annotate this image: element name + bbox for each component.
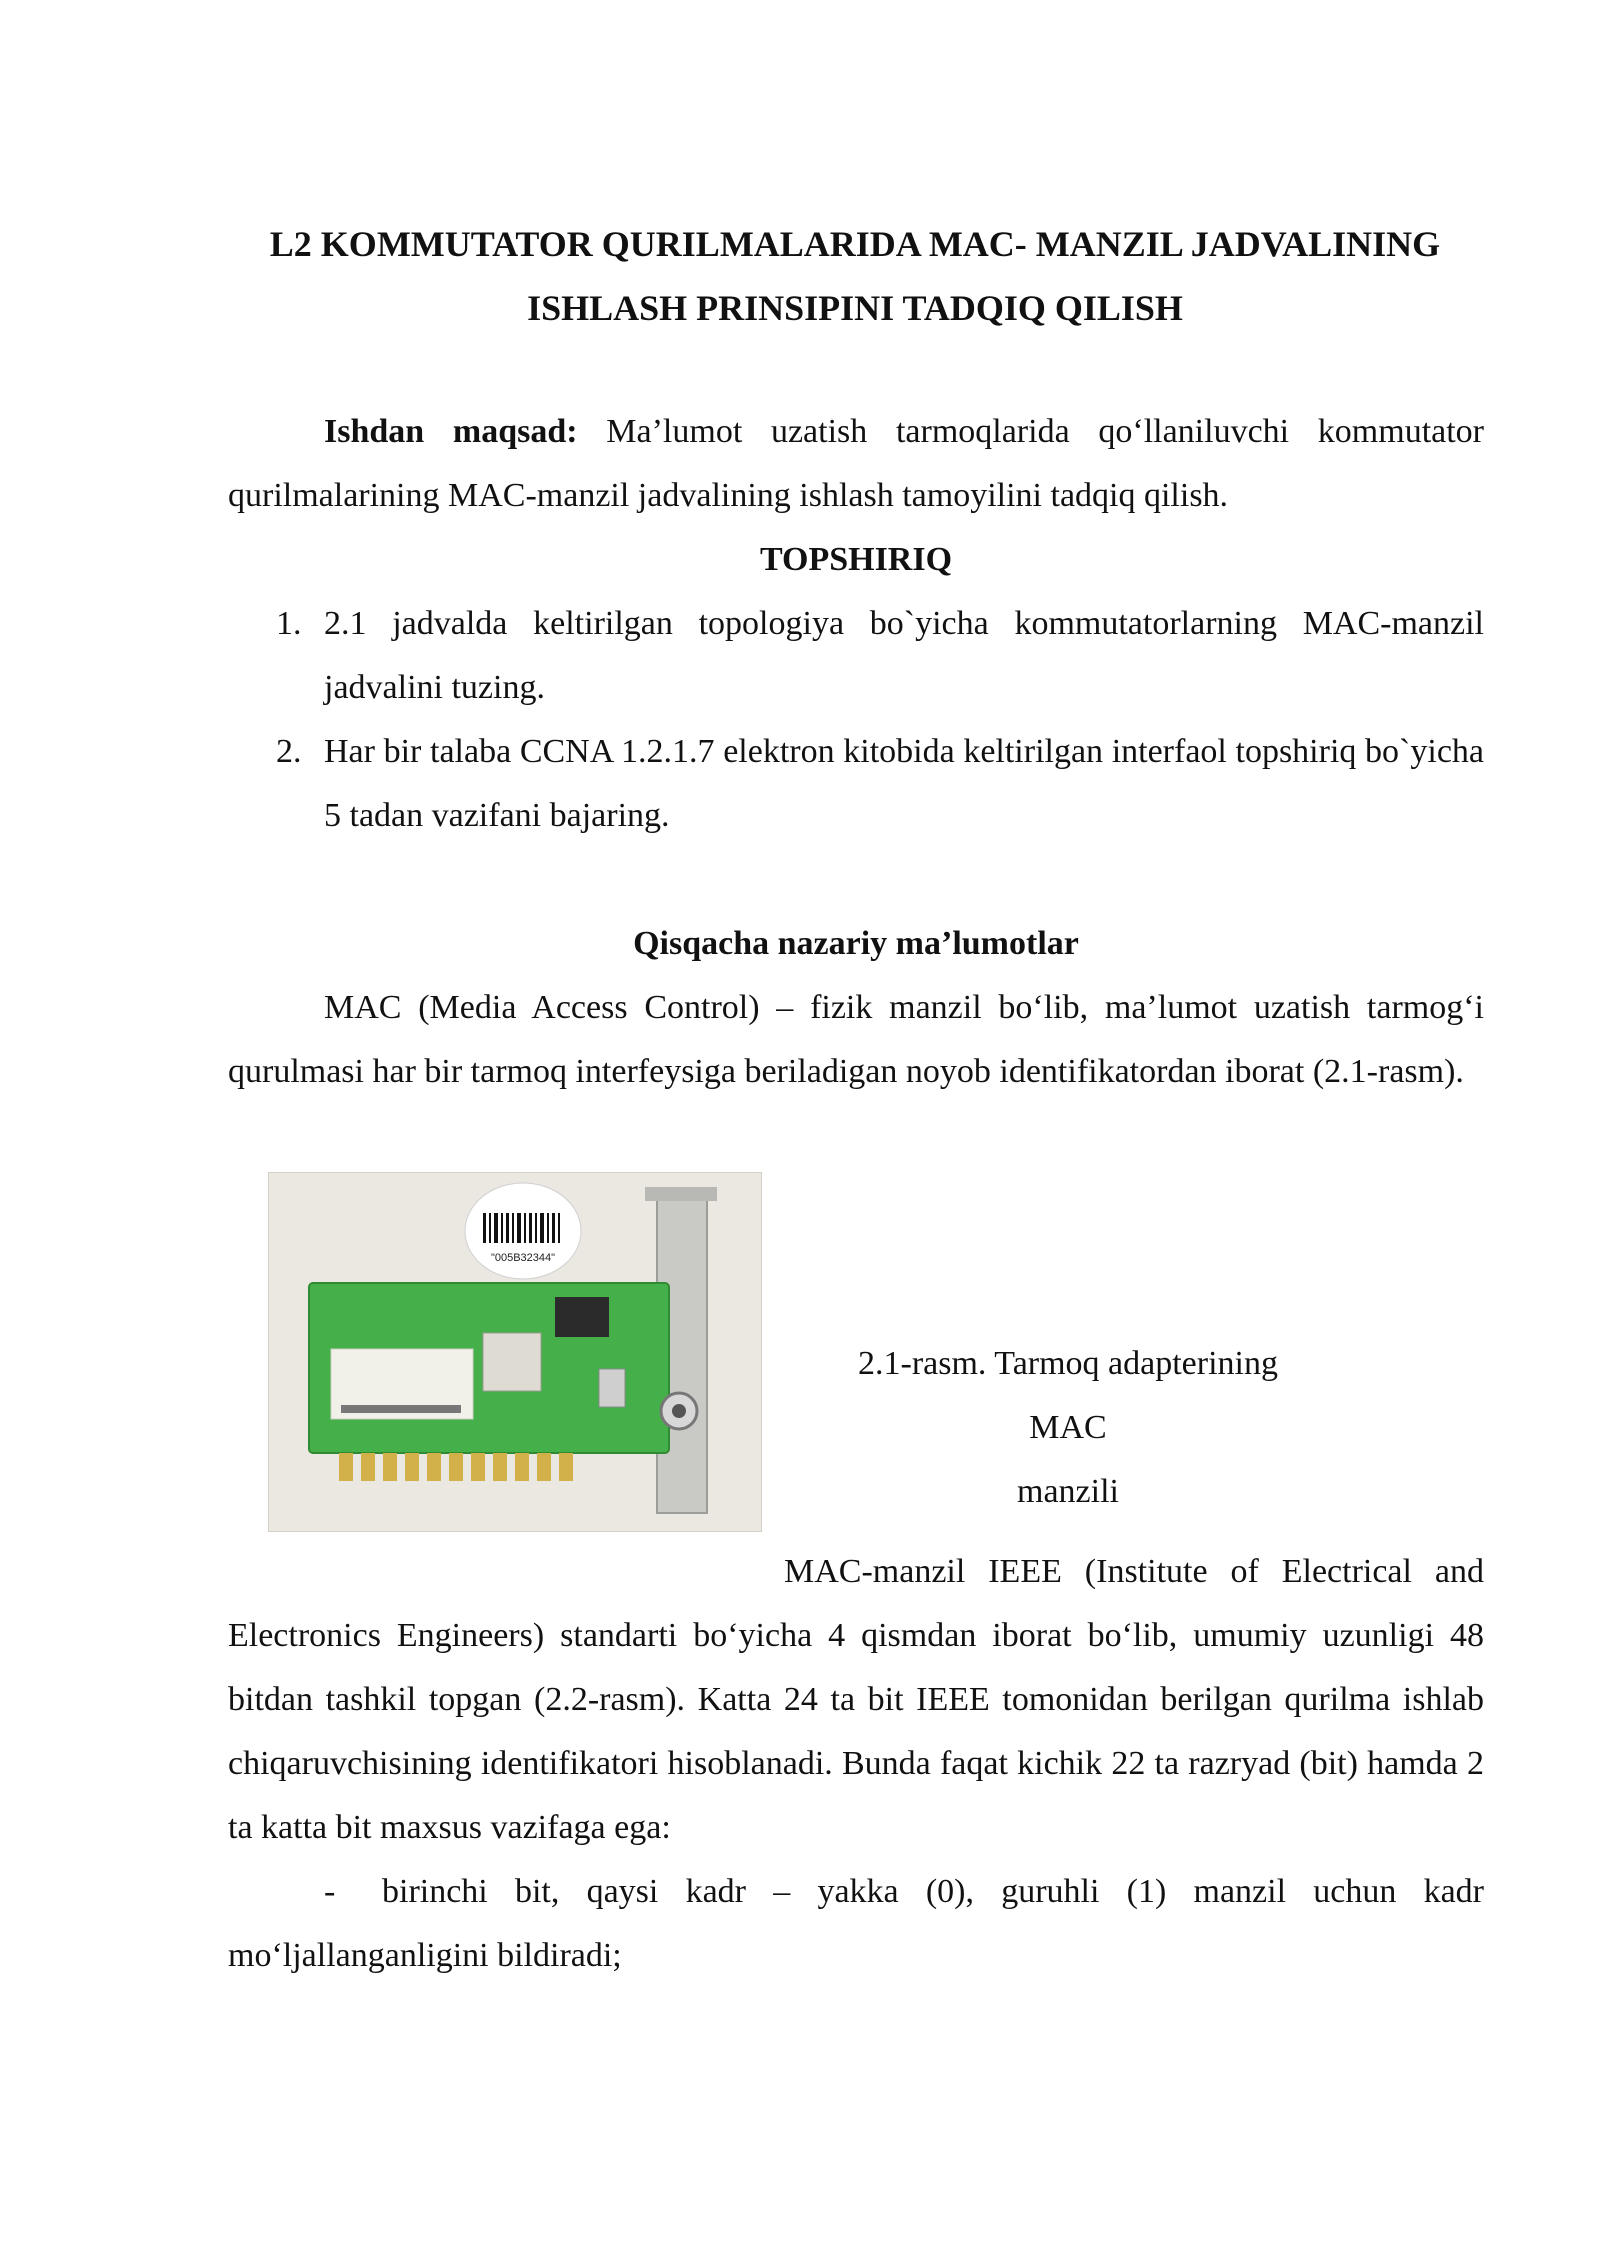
theory-heading: Qisqacha nazariy ma’lumotlar [633, 925, 1079, 962]
title-line-1: L2 KOMMUTATOR QURILMALARIDA MAC- MANZIL JADVALINING [269, 224, 1441, 264]
figure-block [228, 1168, 1484, 1540]
aim-label: Ishdan maqsad: [324, 413, 578, 450]
caption-line-1: 2.1-rasm. Tarmoq adapterining MAC [858, 1345, 1278, 1446]
task-item [228, 592, 1484, 720]
task-number: 1. [276, 605, 302, 642]
bullet-item [228, 1860, 1484, 1988]
task-list [228, 592, 1484, 848]
aim-paragraph [228, 400, 1484, 528]
task-heading: TOPSHIRIQ [759, 541, 953, 578]
document-body [228, 400, 1484, 1988]
barcode-label: "005B32344" [490, 1252, 556, 1264]
network-adapter-photo [268, 1172, 762, 1532]
task-text: Har bir talaba CCNA 1.2.1.7 elektron kitobida keltirilgan interfaol topshiriq bo`yicha 5 tadan vazifani bajaring. [324, 733, 1484, 834]
caption-line-2: manzili [1017, 1473, 1119, 1510]
bullet-dash: - [324, 1873, 336, 1910]
document-title [210, 212, 1500, 340]
bullet-text: birinchi bit, qaysi kadr – yakka (0), guruhli (1) manzil uchun kadr mo‘ljallanganligini bildiradi; [228, 1873, 1484, 1974]
task-number: 2. [276, 733, 302, 770]
figure-caption [848, 1332, 1288, 1524]
task-text: 2.1 jadvalda keltirilgan topologiya bo`yicha kommutatorlarning MAC-manzil jadvalini tuzing. [324, 605, 1484, 706]
task-item [228, 720, 1484, 848]
spacer [228, 1104, 1484, 1168]
title-line-2: ISHLASH PRINSIPINI TADQIQ QILISH [527, 288, 1183, 328]
theory-paragraph: MAC (Media Access Control) – fizik manzil bo‘lib, ma’lumot uzatish tarmog‘i qurulmasi har bir tarmoq interfeysiga beriladigan noyob identifikatordan iborat (2.1-rasm). [228, 989, 1484, 1090]
mac-paragraph: MAC-manzil IEEE (Institute of Electrical and Electronics Engineers) standarti bo‘yicha 4 qismdan iborat bo‘lib, umumiy uzunligi 48 bitdan tashkil topgan (2.2-rasm). Katta 24 ta bit IEEE tomonidan berilgan qurilma ishlab chiqaruvchisining identifikatori hisoblanadi. Bunda faqat kichik 22 ta razryad (bit) hamda 2 ta katta bit maxsus vazifaga ega: [228, 1553, 1484, 1846]
aim-text: Ma’lumot uzatish tarmoqlarida qo‘llaniluvchi kommutator qurilmalarining MAC-manzil jadvalining ishlash tamoyilini tadqiq qilish. [228, 413, 1484, 514]
spacer [228, 848, 1484, 912]
